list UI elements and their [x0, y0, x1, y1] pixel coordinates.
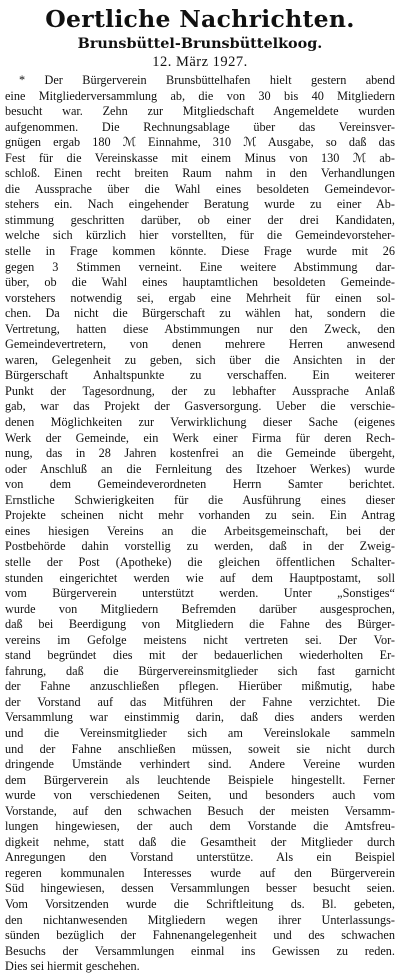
article-line-text: stunden eingerichtet werden wie auf dem Hauptpostamt, soll — [5, 570, 395, 585]
article-line — [5, 384, 395, 400]
article-line-text: Werk der Gemeinde, ein Werk einer Firma für deren Rech- — [5, 430, 395, 445]
article-line-text: Anregungen den Vorstand unterstütze. Als ein Beispiel — [5, 850, 395, 865]
article-line-text: der Fahne anzuschließen pflegen. Hierüber mißmutig, habe — [5, 679, 395, 694]
article-line — [5, 897, 395, 913]
article-line — [5, 213, 395, 229]
article-line-text: lungen hingewiesen, der auch dem Vorstande die Amtsfreu- — [5, 819, 395, 834]
article-line — [5, 368, 395, 384]
article-line — [5, 228, 395, 244]
article-line-text: stimmung geschritten darüber, ob einer der drei Kandidaten, — [5, 212, 395, 227]
article-line-text: dringende Umstände verhindert sind. Andere Vereine wurden — [5, 757, 395, 772]
article-line — [5, 773, 395, 789]
article-line — [5, 353, 395, 369]
dateline: 12. März 1927. — [152, 54, 248, 70]
article-line-text: nung, das in 28 Jahren kostenfrei an die Gemeinde übergeht, — [5, 446, 395, 461]
article-line-text: vorstehers notwendig sei, ergab eine Mehrheit für einen sol- — [5, 290, 395, 305]
article-line — [5, 197, 395, 213]
article-line-text: Postbehörde dahin vorstellig zu werden, daß in der Zweig- — [5, 539, 395, 554]
article-line — [5, 524, 395, 540]
article-line — [5, 881, 395, 897]
article-line — [5, 571, 395, 587]
article-line-text: der Vorstand auf das Mitführen der Fahne verzichtet. Die — [5, 694, 395, 709]
article-line-text: digkeit nehme, statt daß die Gesamtheit der Mitglieder durch — [5, 834, 395, 849]
article-line-text: Vertretung, hatten diese Abstimmungen nur den Zweck, den — [5, 321, 395, 336]
article-line-text: Gemeindevertretern, von denen mehrere Herren anwesend — [5, 337, 395, 352]
article-line — [5, 306, 395, 322]
article-line — [5, 602, 395, 618]
article-line-text: sünden bezüglich der Fahnenangelegenheit und des schwachen — [5, 928, 395, 943]
article-line-text: eines hiesigen Vereins an die Arbeitsgemeinschaft, bei der — [5, 523, 395, 538]
article-line-text: gab, war das Projekt der Gasversorgung. Ueber die verschie- — [5, 399, 395, 414]
article-line-text: Fest für die Vereinskasse mit einem Minus von 130 ℳ ab- — [5, 150, 395, 165]
article-line-text: besucht war. Zehn zur Mitgliedschaft Angemeldete wurden — [5, 104, 395, 119]
article-line-text: Dies sei hiermit geschehen. — [5, 959, 140, 974]
article-line — [5, 804, 395, 820]
article-line-text: Projekte scheinen nicht mehr vorhanden zu sein. Ein Antrag — [5, 508, 395, 523]
article-line-text: denen Möglichkeiten zur Verwirklichung dieser Sache (eigenes — [5, 415, 395, 430]
article-line-text: Punkt der Tagesordnung, der zu lebhafter Aussprache Anlaß — [5, 383, 395, 398]
article-line-text: stelle der Post (Apotheke) die gleichen öffentlichen Schalter- — [5, 554, 395, 569]
article-line-text: Der Bürgerverein Brunsbüttelhafen hielt gestern abend — [44, 73, 395, 87]
article-line — [5, 695, 395, 711]
article-line — [5, 710, 395, 726]
article-line-text: wurde von verschiedenen Seiten, und besonders auch vom — [5, 788, 395, 803]
article-line-text: regeren kommunalen Interesses wurde auf den Bürgerverein — [5, 865, 395, 880]
article-line — [5, 648, 395, 664]
masthead — [5, 4, 395, 73]
article-line-text: über, ob die Wahl eines hauptamtlichen besoldeten Gemeinde- — [5, 275, 395, 290]
article-line-text: welche sich kürzlich hier vorstellten, für die Gemeindevorsteher- — [5, 228, 395, 243]
article-line-text: stand begründet dies mit der bedauerlichen wiederholten Er- — [5, 648, 395, 663]
article-line — [5, 73, 395, 89]
article-line — [5, 679, 395, 695]
article-line-text: daß bei Beerdigung von Mitgliedern die Fahne des Bürger- — [5, 617, 395, 632]
article-line-text: Versammlung war einstimmig darin, daß dies anders werden — [5, 710, 395, 725]
article-line — [5, 835, 395, 851]
article-line — [5, 322, 395, 338]
article-line — [5, 462, 395, 478]
article-line — [5, 89, 395, 105]
article-line — [5, 477, 395, 493]
article-line — [5, 508, 395, 524]
article-line — [5, 913, 395, 929]
article-line-text: vom Bürgerverein unterstützt werden. Unter „Sonstiges“ — [5, 586, 395, 601]
location-subheadline: Brunsbüttel-Brunsbüttelkoog. — [77, 35, 323, 52]
article-line-text: aufgenommen. Die Rechnungsablage über das Vereinsver- — [5, 119, 395, 134]
paragraph-ornament: * — [19, 73, 45, 87]
article-line — [5, 586, 395, 602]
article-line — [5, 104, 395, 120]
article-line — [5, 959, 395, 975]
article-line-text: eine Mitgliederversammlung ab, die von 30 bis 40 Mitgliedern — [5, 88, 395, 103]
article-line-text: schloß. Einen recht breiten Raum nahm in den Verhandlungen — [5, 166, 395, 181]
article-line — [5, 182, 395, 198]
article-line — [5, 415, 395, 431]
article-line — [5, 244, 395, 260]
article-line-text: stehers ein. Nach eingehender Beratung wurde zu einer Ab- — [5, 197, 395, 212]
article-line-text: fahrung, daß die Bürgervereinsmitglieder sich fast garnicht — [5, 663, 395, 678]
article-line — [5, 337, 395, 353]
article-line-text: vereins im Gefolge meistens nicht vertreten sei. Der Vor- — [5, 632, 395, 647]
article-line — [5, 850, 395, 866]
article-line — [5, 617, 395, 633]
article-line-text: den nichtanwesenden Mitgliedern wegen ihrer Unterlassungs- — [5, 912, 395, 927]
article-line — [5, 539, 395, 555]
article-line-text: oder Anschluß an die Fernleitung des Itzehoer Werkes) wurde — [5, 461, 395, 476]
article-line — [5, 291, 395, 307]
article-line-text: gegen 3 Stimmen verneint. Eine weitere Abstimmung dar- — [5, 259, 395, 274]
article-line-text: wurde von Mitgliedern Befremden darüber ausgesprochen, — [5, 601, 395, 616]
article-line-text: chen. Da nicht die Bürgerschaft zu wählen hat, sondern die — [5, 306, 395, 321]
article-line — [5, 151, 395, 167]
article-line — [5, 866, 395, 882]
article-line-text: waren, Gelegenheit zu geben, sich über die Ansichten in der — [5, 352, 395, 367]
article-line — [5, 446, 395, 462]
section-headline: Oertliche Nachrichten. — [45, 5, 355, 33]
article-line-text: Ernstliche Schwierigkeiten für die Ausführung eines dieser — [5, 492, 395, 507]
article-line — [5, 928, 395, 944]
article-line — [5, 275, 395, 291]
article-line — [5, 788, 395, 804]
article-line — [5, 493, 395, 509]
article-line — [5, 633, 395, 649]
article-line-text: gnügen ergab 180 ℳ Einnahme, 310 ℳ Ausgabe, so daß das — [5, 135, 395, 150]
article-line-text: Vom Vorsitzenden wurde die Schriftleitung ds. Bl. gebeten, — [5, 896, 395, 911]
article-line — [5, 135, 395, 151]
article-line-text: stelle in Frage kommen könnte. Diese Frage wurde mit 26 — [5, 244, 395, 259]
article-line-text: von dem Gemeindeverordneten Herrn Samter berichtet. — [5, 477, 395, 492]
article-line — [5, 555, 395, 571]
article-line-text: Süd hingewiesen, dessen Versammlungen besser besucht seien. — [5, 881, 395, 896]
article-line — [5, 757, 395, 773]
article-line — [5, 664, 395, 680]
article-line — [5, 431, 395, 447]
article-line — [5, 742, 395, 758]
article-line-text: Vorstande, auf den schwachen Besuch der meisten Versamm- — [5, 803, 395, 818]
article-line — [5, 399, 395, 415]
article-body — [5, 73, 395, 975]
article-line-text: Bürgerschaft Anhaltspunkte zu verschaffen. Ein weiterer — [5, 368, 395, 383]
article-line — [5, 260, 395, 276]
article-line-text: und die Vereinsmitglieder sich am Vereinslokale sammeln — [5, 725, 395, 740]
article-line — [5, 819, 395, 835]
article-line — [5, 726, 395, 742]
article-line — [5, 166, 395, 182]
article-line — [5, 944, 395, 960]
article-line-text: die Aussprache über die Wahl eines besoldeten Gemeindevor- — [5, 181, 395, 196]
article-line — [5, 120, 395, 136]
article-line-text: und der Fahne anschließen müssen, soweit sie nicht durch — [5, 741, 395, 756]
article-line-text: Besuchs der Versammlungen einmal ins Gewissen zu reden. — [5, 943, 395, 958]
article-line-text: dem Bürgerverein als leuchtende Beispiele hingestellt. Ferner — [5, 772, 395, 787]
